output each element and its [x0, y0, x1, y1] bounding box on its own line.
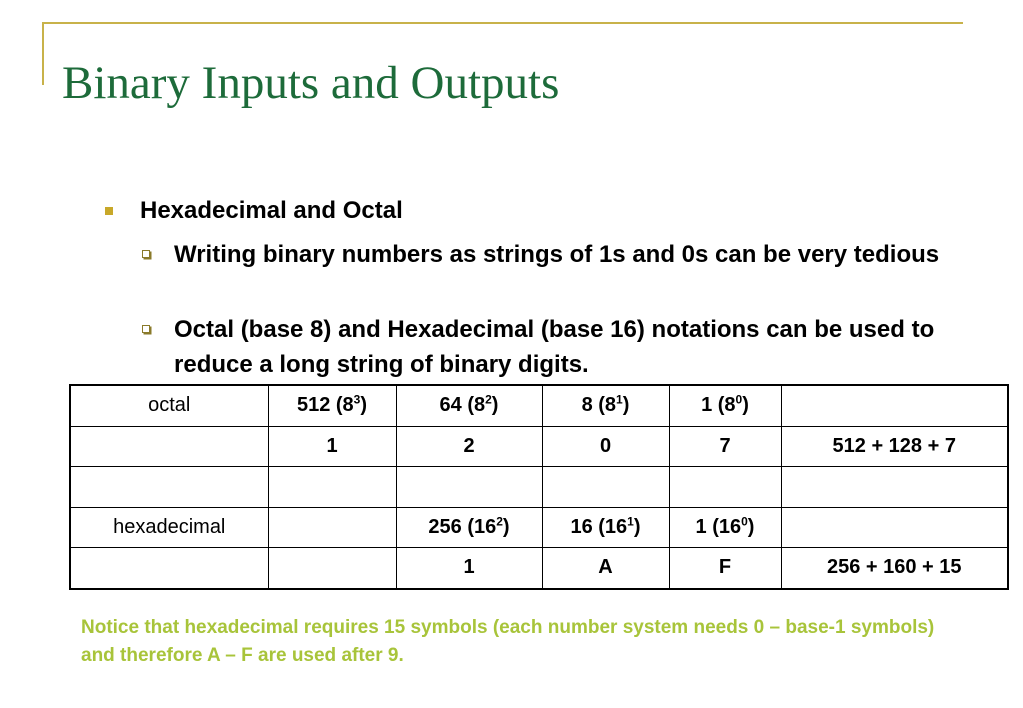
table-cell: 1 — [268, 426, 396, 467]
cell-base: 512 (8 — [296, 394, 354, 417]
cell-base: 64 (8 — [439, 394, 486, 417]
table-cell — [669, 467, 781, 508]
table-cell — [669, 507, 781, 548]
table-cell — [396, 467, 542, 508]
table-cell — [70, 426, 268, 467]
base-conversion-table — [69, 384, 1009, 590]
cell-exponent: 1 — [627, 514, 634, 529]
table-cell — [669, 385, 781, 426]
table-cell: 7 — [669, 426, 781, 467]
table-cell: hexadecimal — [70, 507, 268, 548]
cell-tail: ) — [742, 394, 749, 417]
table-body — [70, 385, 1008, 589]
table-cell: 2 — [396, 426, 542, 467]
cell-exponent: 3 — [353, 392, 361, 407]
cell-base: 8 (8 — [581, 394, 617, 417]
table-cell — [70, 467, 268, 508]
cell-tail: ) — [491, 394, 499, 417]
table-cell — [70, 548, 268, 589]
table-cell — [781, 507, 1008, 548]
table-cell: 256 + 160 + 15 — [781, 548, 1008, 589]
table-row — [70, 426, 1008, 467]
notice-text: Notice that hexadecimal requires 15 symbols (each number system needs 0 – base-1 symbols) and therefore A – F are used after 9. — [81, 617, 935, 666]
table-cell — [396, 385, 542, 426]
cell-exponent: 2 — [496, 514, 503, 529]
sub-bullet-tedious: Writing binary numbers as strings of 1s and 0s can be very tedious — [174, 241, 940, 268]
hollow-square-bullet-icon — [142, 250, 150, 258]
cell-tail: ) — [633, 515, 641, 538]
cell-tail: ) — [360, 394, 368, 417]
table-row — [70, 548, 1008, 589]
table-cell — [781, 385, 1008, 426]
hollow-square-bullet-icon — [142, 325, 150, 333]
table-cell — [781, 467, 1008, 508]
table-cell: octal — [70, 385, 268, 426]
cell-tail: ) — [622, 394, 630, 417]
table-cell — [542, 385, 669, 426]
left-accent-line — [42, 22, 44, 85]
bullet-hexadecimal-octal: Hexadecimal and Octal — [140, 197, 403, 224]
cell-base: 16 (16 — [570, 515, 628, 538]
table-cell: 0 — [542, 426, 669, 467]
table-cell: A — [542, 548, 669, 589]
table-cell — [542, 467, 669, 508]
cell-base: 1 (16 — [695, 515, 742, 538]
table-cell: F — [669, 548, 781, 589]
sub-bullet-notations: Octal (base 8) and Hexadecimal (base 16) notations can be used to reduce a long string of binary digits. — [174, 316, 935, 378]
cell-exponent: 0 — [741, 514, 748, 529]
cell-tail: ) — [502, 515, 510, 538]
table-cell — [268, 507, 396, 548]
top-accent-line — [42, 22, 963, 24]
slide-title: Binary Inputs and Outputs — [62, 57, 560, 109]
cell-exponent: 2 — [485, 392, 492, 407]
table-cell — [396, 507, 542, 548]
cell-exponent: 1 — [616, 392, 623, 407]
table-row — [70, 507, 1008, 548]
table-cell — [542, 507, 669, 548]
table-cell: 512 + 128 + 7 — [781, 426, 1008, 467]
table-row — [70, 385, 1008, 426]
table-cell: 1 — [396, 548, 542, 589]
cell-base: 1 (8 — [701, 394, 736, 417]
square-bullet-icon — [105, 207, 113, 215]
cell-tail: ) — [747, 515, 755, 538]
table-cell — [268, 385, 396, 426]
table-cell — [268, 548, 396, 589]
cell-base: 256 (16 — [428, 515, 497, 538]
cell-exponent: 0 — [735, 392, 743, 407]
table-cell — [268, 467, 396, 508]
table-row — [70, 467, 1008, 508]
